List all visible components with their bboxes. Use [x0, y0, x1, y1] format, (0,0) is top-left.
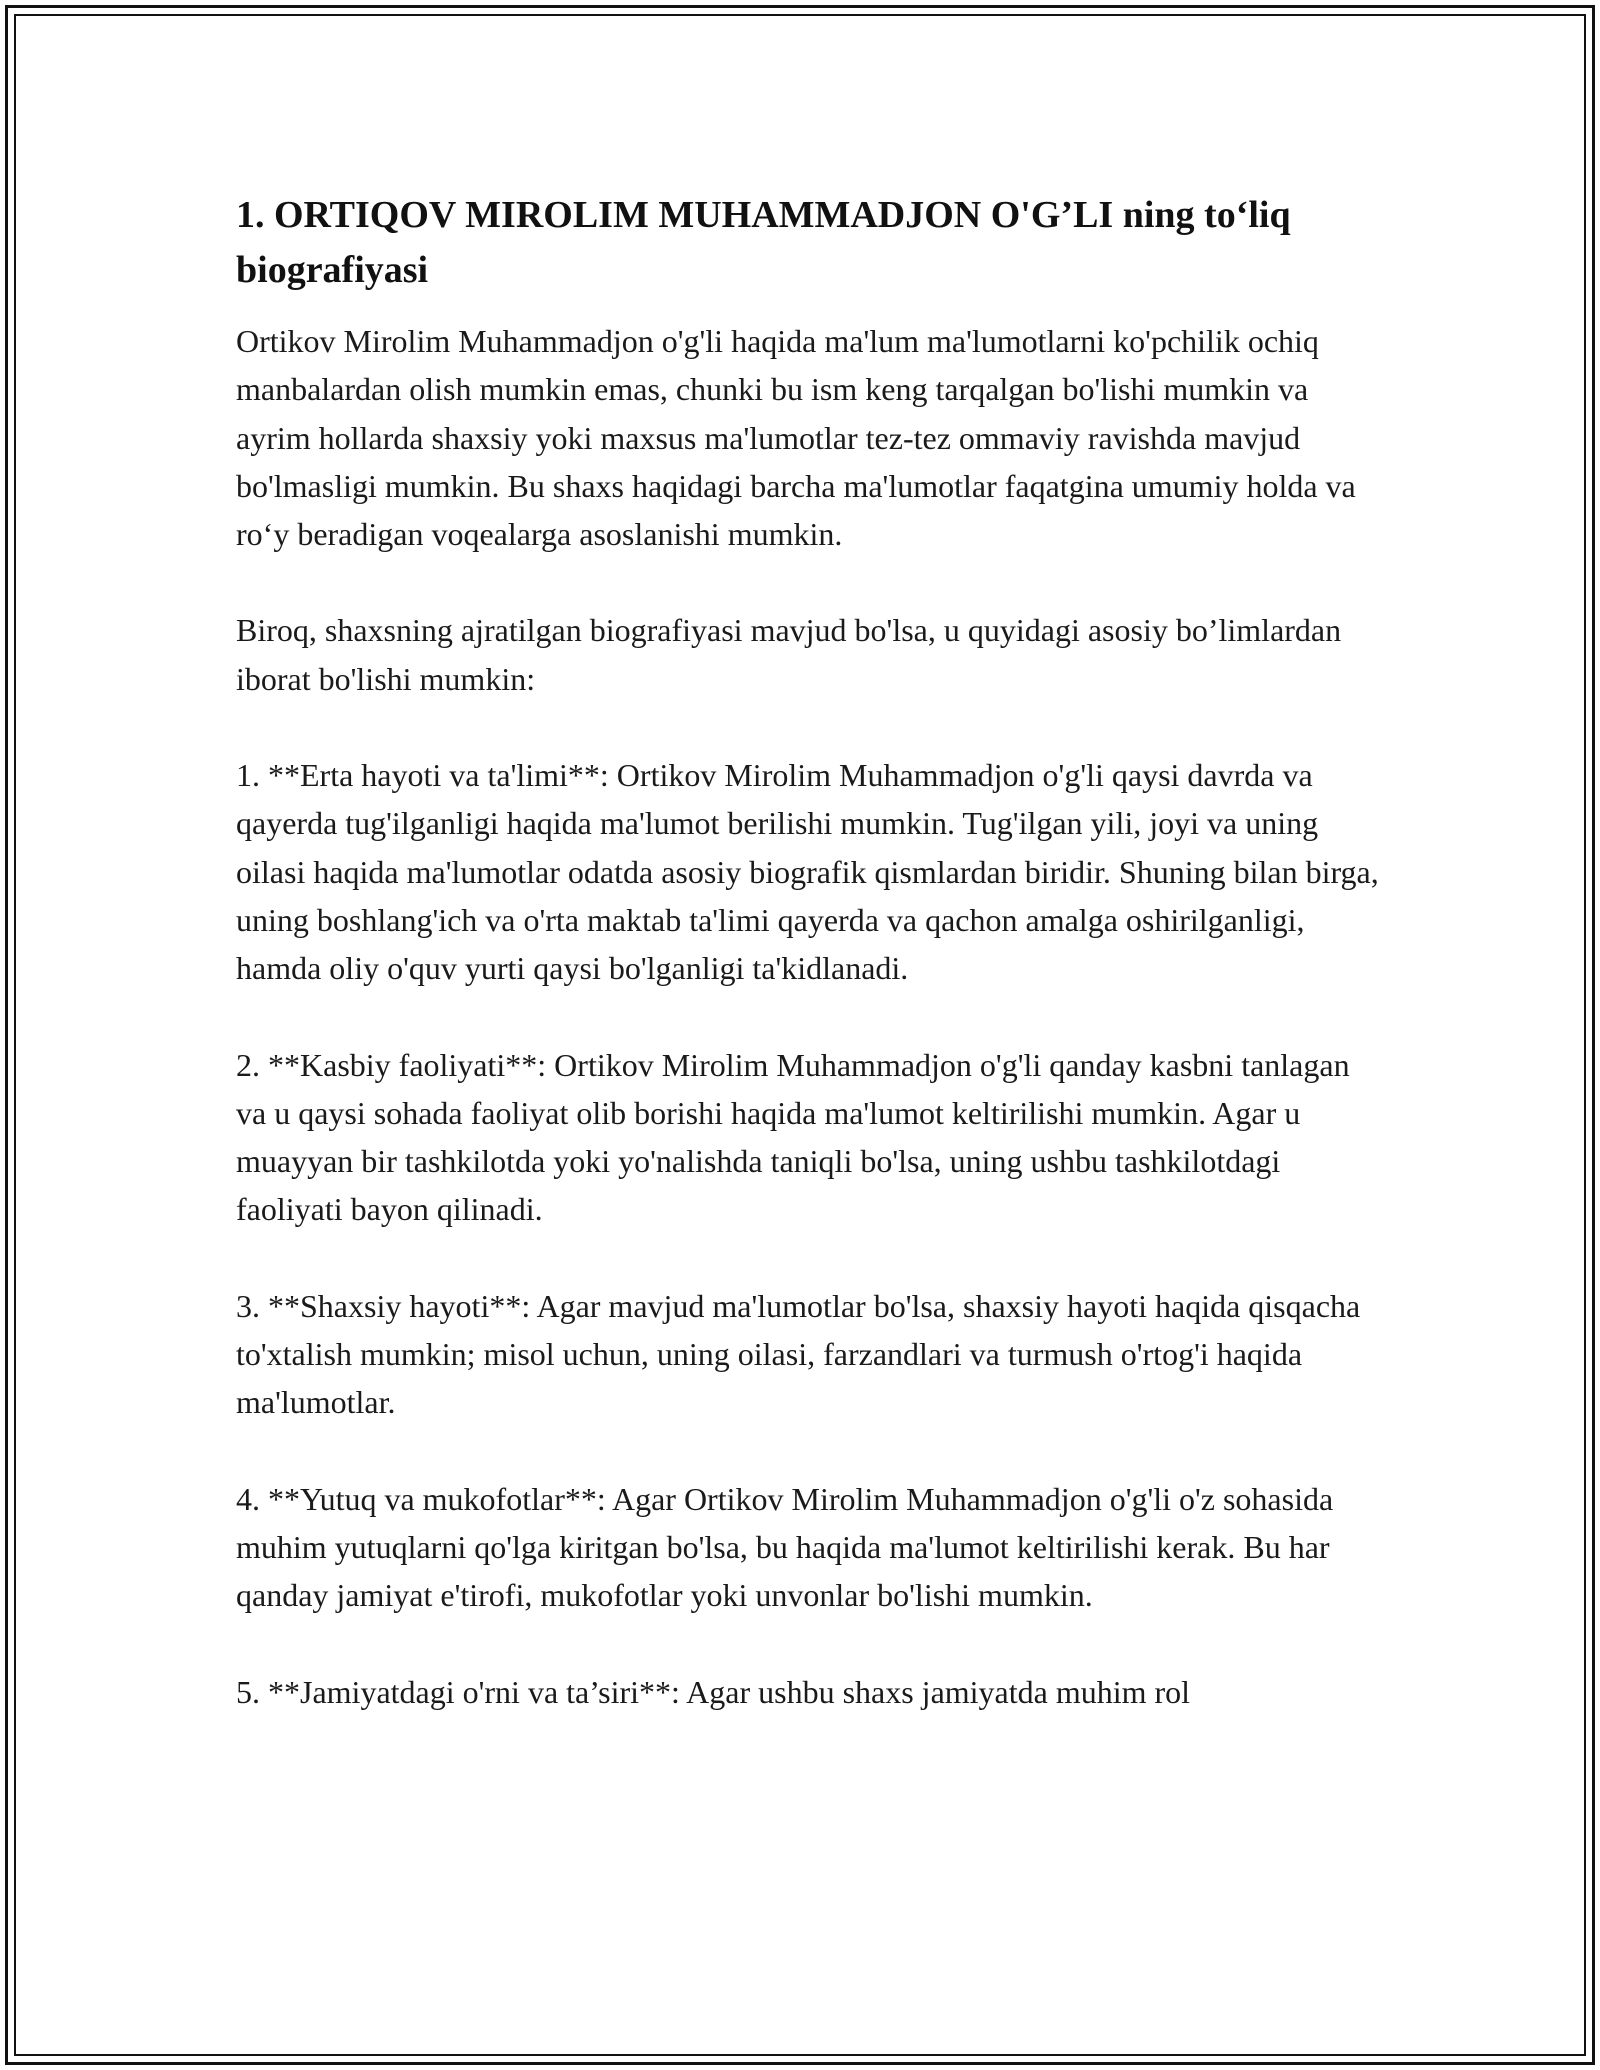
section-professional-activity: 2. **Kasbiy faoliyati**: Ortikov Mirolim Muhammadjon o'g'li qanday kasbni tanlagan va u qaysi sohada faoliyat olib borishi haqida ma'lumot keltirilishi mumkin. Agar u muayyan bir tashkilotda yoki yo'nalishda taniqli bo'lsa, uning ushbu tashkilotdagi faoliyati bayon qilinadi.: [236, 1046, 1350, 1228]
intro-paragraph: Ortikov Mirolim Muhammadjon o'g'li haqida ma'lum ma'lumotlarni ko'pchilik ochiq manbalardan olish mumkin emas, chunki bu ism keng tarqalgan bo'lishi mumkin va ayrim hollarda shaxsiy yoki maxsus ma'lumotlar tez-tez ommaviy ravishda mavjud bo'lmasligi mumkin. Bu shaxs haqidagi barcha ma'lumotlar faqatgina umumiy holda va ro‘y beradigan voqealarga asoslanishi mumkin.: [236, 323, 1356, 553]
section-achievements: 4. **Yutuq va mukofotlar**: Agar Ortikov Mirolim Muhammadjon o'g'li o'z sohasida muhim yutuqlarni qo'lga kiritgan bo'lsa, bu haqida ma'lumot keltirilishi kerak. Bu har qanday jamiyat e'tirofi, mukofotlar yoki unvonlar bo'lishi mumkin.: [236, 1480, 1334, 1614]
document-body: [236, 188, 1386, 1716]
section-personal-life: 3. **Shaxsiy hayoti**: Agar mavjud ma'lumotlar bo'lsa, shaxsiy hayoti haqida qisqacha to'xtalish mumkin; misol uchun, uning oilasi, farzandlari va turmush o'rtog'i haqida ma'lumotlar.: [236, 1287, 1361, 1421]
structure-paragraph: Biroq, shaxsning ajratilgan biografiyasi mavjud bo'lsa, u quyidagi asosiy bo’limlardan iborat bo'lishi mumkin:: [236, 612, 1342, 697]
section-early-life: 1. **Erta hayoti va ta'limi**: Ortikov Mirolim Muhammadjon o'g'li qaysi davrda va qayerda tug'ilganligi haqida ma'lumot berilishi mumkin. Tug'ilgan yili, joyi va uning oilasi haqida ma'lumotlar odatda asosiy biografik qismlardan biridir. Shuning bilan birga, uning boshlang'ich va o'rta maktab ta'limi qayerda va qachon amalga oshirilganligi, hamda oliy o'quv yurti qaysi bo'lganligi ta'kidlanadi.: [236, 757, 1379, 987]
section-social-role: 5. **Jamiyatdagi o'rni va ta’siri**: Agar ushbu shaxs jamiyatda muhim rol: [236, 1673, 1191, 1710]
page-title: 1. ORTIQOV MIROLIM MUHAMMADJON O'G’LI ning to‘liq biografiyasi: [236, 194, 1291, 291]
